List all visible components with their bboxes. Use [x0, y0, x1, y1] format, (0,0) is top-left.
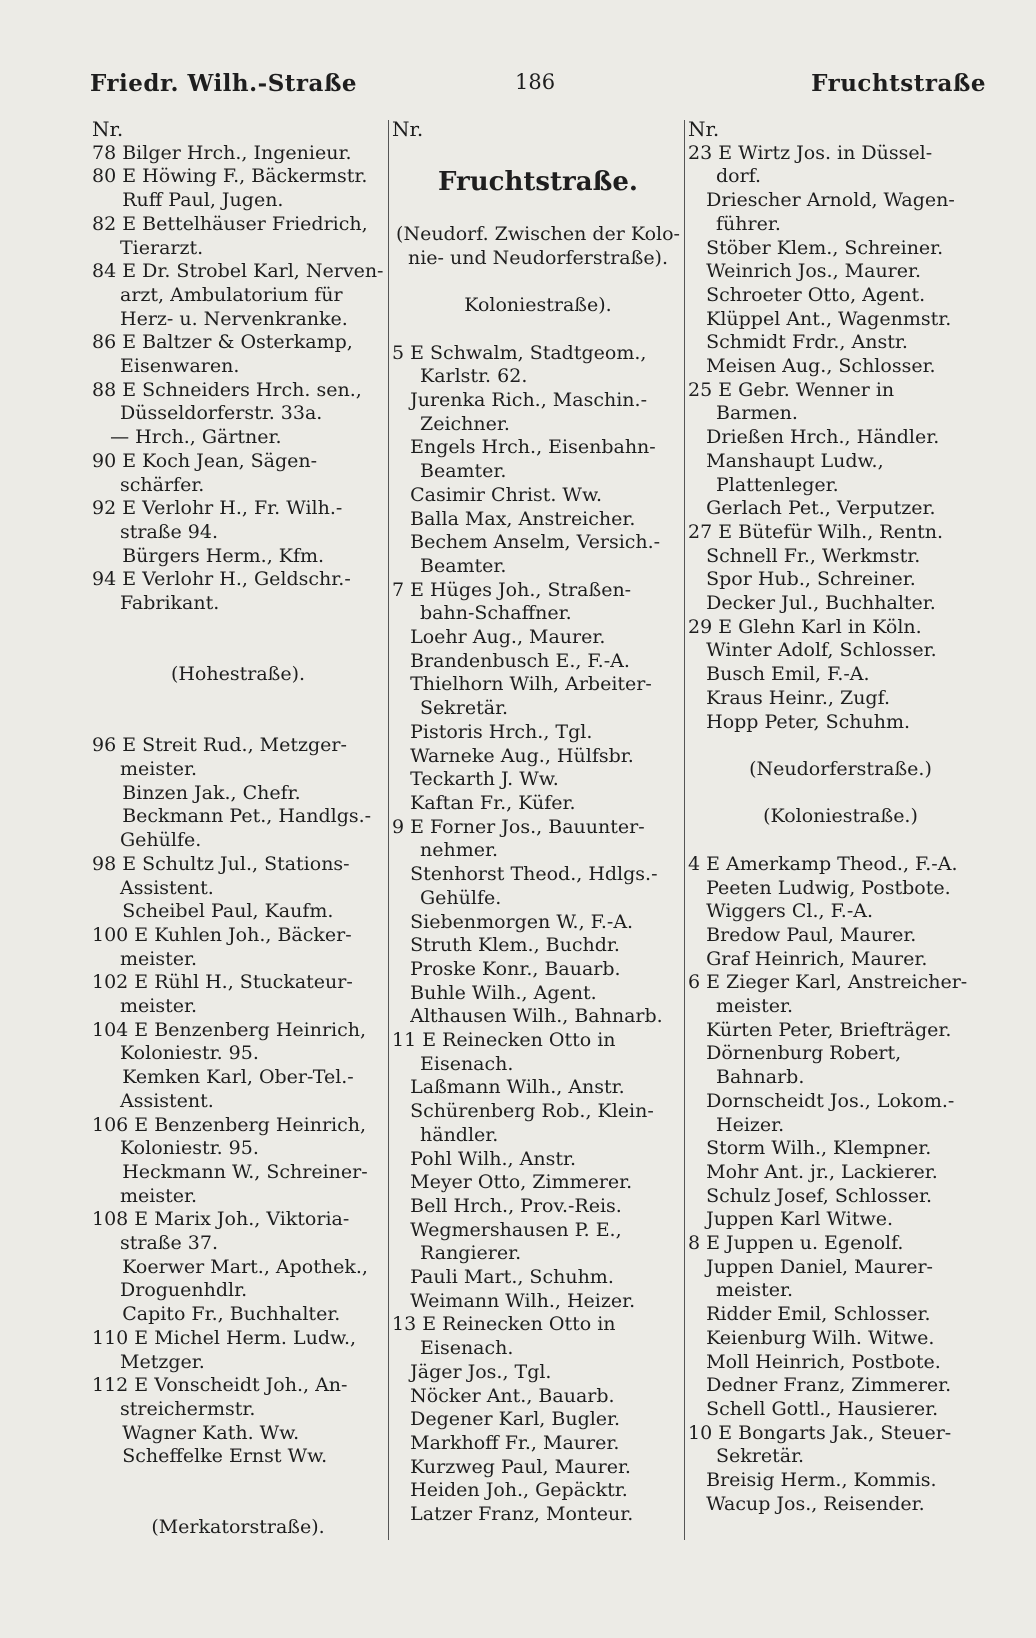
- page-header: [90, 70, 986, 110]
- entry-list: [392, 142, 684, 1527]
- directory-entry: Moll Heinrich, Postbote.: [688, 1350, 941, 1373]
- column-divider: [684, 120, 685, 1540]
- directory-entry: Busch Emil, F.-A.: [688, 663, 870, 686]
- directory-entry: Meisen Aug., Schlosser.: [688, 355, 936, 378]
- entry-continuation: Tierarzt.: [120, 236, 204, 259]
- entry-continuation: straße 37.: [120, 1232, 218, 1255]
- spacer: [688, 782, 993, 806]
- directory-entry: Pohl Wilh., Anstr.: [392, 1147, 577, 1170]
- header-left-title: Friedr. Wilh.-Straße: [90, 70, 358, 97]
- directory-entry: Dornscheidt Jos., Lokom.-: [688, 1089, 955, 1112]
- directory-entry: Weinrich Jos., Maurer.: [688, 260, 922, 283]
- spacer: [392, 271, 684, 295]
- directory-entry: 92 E Verlohr H., Fr. Wilh.-: [92, 497, 343, 520]
- entry-continuation: Bahnarb.: [716, 1066, 805, 1089]
- street-title: Fruchtstraße.: [438, 167, 638, 198]
- directory-entry: 108 E Marix Joh., Viktoria-: [92, 1208, 350, 1231]
- directory-entry: Heckmann W., Schreiner-: [92, 1160, 368, 1183]
- cross-street-label: Koloniestraße).: [464, 294, 612, 317]
- directory-entry: 5 E Schwalm, Stadtgeom.,: [392, 341, 647, 364]
- entry-continuation: Gehülfe.: [420, 886, 502, 909]
- directory-entry: Balla Max, Anstreicher.: [392, 507, 636, 530]
- entry-continuation: meister.: [120, 1184, 198, 1207]
- spacer: [92, 687, 384, 711]
- directory-entry: 13 E Reinecken Otto in: [392, 1313, 616, 1336]
- directory-entry: 94 E Verlohr H., Geldschr.-: [92, 568, 351, 591]
- entry-continuation: Assistent.: [120, 1089, 214, 1112]
- entry-continuation: Eisenach.: [420, 1337, 514, 1360]
- directory-entry: Storm Wilh., Klempner.: [688, 1137, 932, 1160]
- directory-entry: 100 E Kuhlen Joh., Bäcker-: [92, 923, 352, 946]
- entry-continuation: Plattenleger.: [716, 473, 839, 496]
- directory-entry: 112 E Vonscheidt Joh., An-: [92, 1374, 348, 1397]
- entry-continuation: Düsseldorferstr. 33a.: [120, 402, 323, 425]
- directory-entry: Struth Klem., Buchdr.: [392, 934, 620, 957]
- directory-entry: Bürgers Herm., Kfm.: [92, 544, 325, 567]
- directory-entry: Schürenberg Rob., Klein-: [392, 1100, 654, 1123]
- directory-entry: Bell Hrch., Prov.-Reis.: [392, 1194, 622, 1217]
- directory-entry: 106 E Benzenberg Heinrich,: [92, 1113, 367, 1136]
- directory-entry: Schulz Josef, Schlosser.: [688, 1184, 933, 1207]
- directory-entry: Heiden Joh., Gepäcktr.: [392, 1479, 628, 1502]
- entry-continuation: arzt, Ambulatorium für: [120, 283, 343, 306]
- directory-entry: Latzer Franz, Monteur.: [392, 1503, 634, 1526]
- directory-entry: 82 E Bettelhäuser Friedrich,: [92, 212, 368, 235]
- directory-entry: Keienburg Wilh. Witwe.: [688, 1326, 935, 1349]
- directory-entry: 98 E Schultz Jul., Stations-: [92, 852, 350, 875]
- directory-entry: 29 E Glehn Karl in Köln.: [688, 615, 922, 638]
- cross-street-label: (Merkatorstraße).: [151, 1516, 325, 1539]
- directory-entry: Kürten Peter, Briefträger.: [688, 1018, 952, 1041]
- cross-street-label: (Koloniestraße.): [763, 805, 918, 828]
- directory-entry: Wagner Kath. Ww.: [92, 1421, 300, 1444]
- directory-entry: Hopp Peter, Schuhm.: [688, 710, 911, 733]
- column-divider: [388, 120, 389, 1540]
- directory-entry: Capito Fr., Buchhalter.: [92, 1303, 341, 1326]
- entry-continuation: nehmer.: [420, 839, 499, 862]
- directory-entry: Juppen Daniel, Maurer-: [688, 1255, 933, 1278]
- directory-entry: Ruff Paul, Jugen.: [92, 189, 284, 212]
- entry-continuation: händler.: [420, 1123, 499, 1146]
- spacer: [392, 318, 684, 342]
- directory-entry: Driescher Arnold, Wagen-: [688, 189, 955, 212]
- entry-continuation: meister.: [716, 995, 794, 1018]
- spacer: [92, 639, 384, 663]
- entry-continuation: Beamter.: [420, 554, 507, 577]
- column-heading: Nr.: [392, 118, 424, 141]
- entry-continuation: straße 94.: [120, 520, 218, 543]
- directory-entry: Jäger Jos., Tgl.: [392, 1360, 552, 1383]
- directory-entry: Graf Heinrich, Maurer.: [688, 947, 928, 970]
- directory-entry: Markhoff Fr., Maurer.: [392, 1431, 620, 1454]
- entry-continuation: Herz- u. Nervenkranke.: [120, 307, 348, 330]
- directory-entry: Dörnenburg Robert,: [688, 1042, 902, 1065]
- entry-continuation: meister.: [120, 757, 198, 780]
- directory-entry: Kemken Karl, Ober-Tel.-: [92, 1066, 354, 1089]
- cross-street-label: (Neudorf. Zwischen der Kolo-: [396, 223, 680, 246]
- directory-entry: 88 E Schneiders Hrch. sen.,: [92, 378, 362, 401]
- directory-entry: Pauli Mart., Schuhm.: [392, 1266, 614, 1289]
- entry-continuation: meister.: [120, 947, 198, 970]
- entry-continuation: Barmen.: [716, 402, 798, 425]
- directory-entry: 104 E Benzenberg Heinrich,: [92, 1018, 367, 1041]
- directory-entry: Weimann Wilh., Heizer.: [392, 1289, 636, 1312]
- entry-continuation: Eisenwaren.: [120, 355, 240, 378]
- entry-continuation: Koloniestr. 95.: [120, 1137, 259, 1160]
- directory-entry: Koerwer Mart., Apothek.,: [92, 1255, 368, 1278]
- directory-entry: Drießen Hrch., Händler.: [688, 426, 940, 449]
- directory-entry: Warneke Aug., Hülfsbr.: [392, 744, 634, 767]
- spacer: [392, 199, 684, 223]
- directory-entry: 9 E Forner Jos., Bauunter-: [392, 815, 645, 838]
- spacer: [688, 829, 993, 853]
- directory-entry: Siebenmorgen W., F.-A.: [392, 910, 634, 933]
- directory-entry: 10 E Bongarts Jak., Steuer-: [688, 1421, 952, 1444]
- directory-entry: Casimir Christ. Ww.: [392, 483, 603, 506]
- entry-continuation: Zeichner.: [420, 412, 510, 435]
- directory-entry: Bechem Anselm, Versich.-: [392, 531, 661, 554]
- directory-entry: Stöber Klem., Schreiner.: [688, 236, 944, 259]
- directory-entry: Spor Hub., Schreiner.: [688, 568, 916, 591]
- directory-entry: Kraus Heinr., Zugf.: [688, 686, 890, 709]
- directory-entry: Schroeter Otto, Agent.: [688, 283, 926, 306]
- directory-entry: Degener Karl, Bugler.: [392, 1408, 621, 1431]
- directory-entry: 90 E Koch Jean, Sägen-: [92, 449, 318, 472]
- directory-entry: Klüppel Ant., Wagenmstr.: [688, 307, 952, 330]
- directory-entry: Proske Konr., Bauarb.: [392, 957, 621, 980]
- directory-entry: Schnell Fr., Werkmstr.: [688, 544, 921, 567]
- cross-street-label: nie- und Neudorferstraße).: [407, 246, 669, 269]
- directory-entry: 110 E Michel Herm. Ludw.,: [92, 1326, 357, 1349]
- directory-entry: 102 E Rühl H., Stuckateur-: [92, 971, 353, 994]
- entry-continuation: Sekretär.: [420, 697, 509, 720]
- cross-street-label: (Neudorferstraße.): [749, 757, 932, 780]
- spacer: [392, 142, 684, 166]
- directory-entry: Wacup Jos., Reisender.: [688, 1492, 925, 1515]
- directory-entry: 4 E Amerkamp Theod., F.-A.: [688, 852, 958, 875]
- header-right-title: Fruchtstraße: [811, 70, 986, 97]
- directory-entry: Beckmann Pet., Handlgs.-: [92, 805, 372, 828]
- entry-continuation: Assistent.: [120, 876, 214, 899]
- directory-entry: Thielhorn Wilh, Arbeiter-: [392, 673, 652, 696]
- entry-continuation: Karlstr. 62.: [420, 365, 528, 388]
- directory-entry: Engels Hrch., Eisenbahn-: [392, 436, 656, 459]
- entry-continuation: Gehülfe.: [120, 829, 202, 852]
- directory-entry: 96 E Streit Rud., Metzger-: [92, 734, 347, 757]
- directory-entry: Jurenka Rich., Maschin.-: [392, 389, 647, 412]
- cross-street-label: (Hohestraße).: [170, 663, 306, 686]
- directory-entry: 84 E Dr. Strobel Karl, Nerven-: [92, 260, 384, 283]
- entry-continuation: bahn-Schaffner.: [420, 602, 572, 625]
- directory-entry: Breisig Herm., Kommis.: [688, 1469, 937, 1492]
- entry-continuation: Eisenach.: [420, 1052, 514, 1075]
- spacer: [92, 1493, 384, 1517]
- entry-list: [92, 142, 384, 1540]
- column-1: [92, 118, 384, 1558]
- directory-entry: 25 E Gebr. Wenner in: [688, 378, 895, 401]
- entry-continuation: meister.: [716, 1279, 794, 1302]
- entry-continuation: Fabrikant.: [120, 592, 220, 615]
- directory-entry: Loehr Aug., Maurer.: [392, 626, 606, 649]
- directory-entry: Pistoris Hrch., Tgl.: [392, 720, 593, 743]
- directory-entry: Laßmann Wilh., Anstr.: [392, 1076, 625, 1099]
- directory-entry: Buhle Wilh., Agent.: [392, 981, 597, 1004]
- directory-entry: Gerlach Pet., Verputzer.: [688, 497, 936, 520]
- directory-entry: Wegmershausen P. E.,: [392, 1218, 622, 1241]
- directory-entry: Manshaupt Ludw.,: [688, 449, 884, 472]
- spacer: [92, 1469, 384, 1493]
- directory-entry: 27 E Bütefür Wilh., Rentn.: [688, 520, 943, 543]
- directory-entry: Dedner Franz, Zimmerer.: [688, 1374, 952, 1397]
- directory-entry: Bredow Paul, Maurer.: [688, 923, 917, 946]
- entry-continuation: dorf.: [716, 165, 762, 188]
- directory-entry: Althausen Wilh., Bahnarb.: [392, 1005, 663, 1028]
- directory-entry: Decker Jul., Buchhalter.: [688, 592, 936, 615]
- entry-continuation: schärfer.: [120, 473, 205, 496]
- directory-entry: Nöcker Ant., Bauarb.: [392, 1384, 615, 1407]
- directory-entry: 86 E Baltzer & Osterkamp,: [92, 331, 353, 354]
- entry-continuation: Sekretär.: [716, 1445, 805, 1468]
- entry-continuation: Droguenhdlr.: [120, 1279, 248, 1302]
- directory-entry: Kaftan Fr., Küfer.: [392, 791, 576, 814]
- directory-entry: Teckarth J. Ww.: [392, 768, 559, 791]
- directory-entry: Kurzweg Paul, Maurer.: [392, 1455, 631, 1478]
- column-3: [688, 118, 993, 1558]
- directory-entry: Mohr Ant. jr., Lackierer.: [688, 1160, 938, 1183]
- directory-entry: 7 E Hüges Joh., Straßen-: [392, 578, 632, 601]
- page-number: 186: [515, 70, 556, 94]
- spacer: [92, 711, 384, 735]
- directory-entry: 80 E Höwing F., Bäckermstr.: [92, 165, 368, 188]
- spacer: [688, 734, 993, 758]
- directory-entry: Winter Adolf, Schlosser.: [688, 639, 937, 662]
- column-heading: Nr.: [688, 118, 720, 141]
- directory-entry: Scheibel Paul, Kaufm.: [92, 900, 334, 923]
- directory-entry: Stenhorst Theod., Hdlgs.-: [392, 863, 658, 886]
- directory-entry: Brandenbusch E., F.-A.: [392, 649, 630, 672]
- directory-entry: — Hrch., Gärtner.: [92, 426, 282, 449]
- directory-entry: Meyer Otto, Zimmerer.: [392, 1171, 633, 1194]
- entry-continuation: Metzger.: [120, 1350, 205, 1373]
- directory-entry: Schell Gottl., Hausierer.: [688, 1397, 939, 1420]
- directory-entry: Wiggers Cl., F.-A.: [688, 900, 874, 923]
- column-2: [392, 118, 684, 1558]
- directory-entry: 6 E Zieger Karl, Anstreicher-: [688, 971, 968, 994]
- directory-entry: Schmidt Frdr., Anstr.: [688, 331, 908, 354]
- spacer: [92, 616, 384, 640]
- column-heading: Nr.: [92, 118, 124, 141]
- entry-continuation: Rangierer.: [420, 1242, 522, 1265]
- directory-entry: Scheffelke Ernst Ww.: [92, 1445, 328, 1468]
- directory-entry: Ridder Emil, Schlosser.: [688, 1303, 931, 1326]
- entry-list: [688, 142, 993, 1517]
- directory-entry: 8 E Juppen u. Egenolf.: [688, 1232, 904, 1255]
- entry-continuation: Beamter.: [420, 460, 507, 483]
- entry-continuation: Heizer.: [716, 1113, 785, 1136]
- directory-entry: 78 Bilger Hrch., Ingenieur.: [92, 141, 352, 164]
- entry-continuation: streichermstr.: [120, 1397, 256, 1420]
- entry-continuation: meister.: [120, 995, 198, 1018]
- directory-entry: Binzen Jak., Chefr.: [92, 781, 301, 804]
- directory-entry: 11 E Reinecken Otto in: [392, 1029, 616, 1052]
- directory-entry: Peeten Ludwig, Postbote.: [688, 876, 951, 899]
- entry-continuation: Koloniestr. 95.: [120, 1042, 259, 1065]
- directory-entry: 23 E Wirtz Jos. in Düssel-: [688, 141, 933, 164]
- entry-continuation: führer.: [716, 212, 781, 235]
- directory-entry: Juppen Karl Witwe.: [688, 1208, 893, 1231]
